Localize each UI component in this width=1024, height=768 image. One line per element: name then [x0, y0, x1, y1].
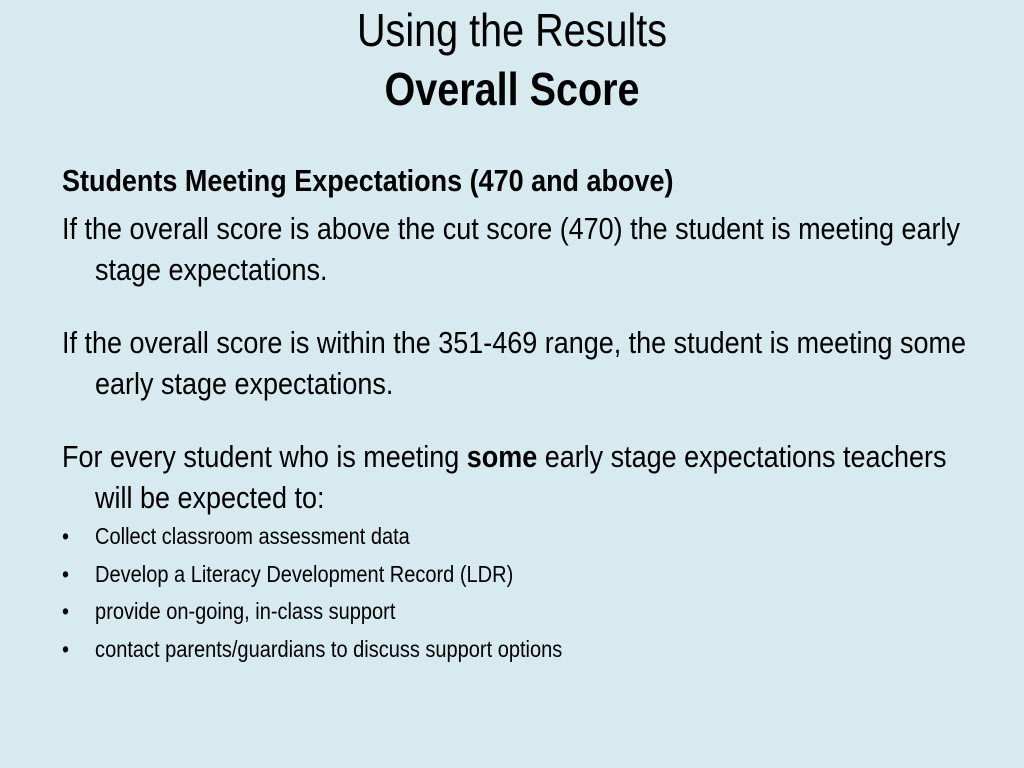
spacer	[62, 290, 962, 322]
paragraph-within-range: If the overall score is within the 351-469 range, the student is meeting some early stage expectations.	[62, 325, 966, 401]
paragraph-above-cut-score: If the overall score is above the cut score (470) the student is meeting early stage expectations.	[62, 211, 960, 287]
list-item	[62, 556, 991, 594]
spacer	[62, 404, 962, 436]
list-item	[62, 631, 991, 669]
slide-body	[62, 160, 966, 668]
slide-title	[0, 2, 1024, 120]
paragraph-text-end: early stage expectations teachers will be expected to:	[95, 439, 947, 515]
paragraph-text-start: For every student who is meeting	[62, 439, 467, 474]
paragraph-teacher-expectations	[62, 436, 991, 518]
list-item	[62, 518, 991, 556]
bullet-icon: •	[62, 523, 70, 549]
list-item-text: provide on-going, in-class support	[95, 598, 396, 624]
bullet-icon: •	[62, 560, 70, 587]
list-item	[62, 593, 991, 631]
bullet-icon: •	[62, 598, 70, 624]
emphasis-some: some	[466, 439, 538, 474]
title-line-1: Using the Results	[356, 4, 668, 56]
section-heading: Students Meeting Expectations (470 and above)	[62, 163, 674, 198]
title-line-2: Overall Score	[384, 63, 640, 115]
list-item-text: Develop a Literacy Development Record (LDR)	[95, 560, 514, 587]
list-item-text: contact parents/guardians to discuss support options	[95, 635, 563, 662]
bullet-icon: •	[62, 635, 70, 662]
action-bullet-list	[62, 518, 962, 668]
list-item-text: Collect classroom assessment data	[95, 523, 410, 549]
